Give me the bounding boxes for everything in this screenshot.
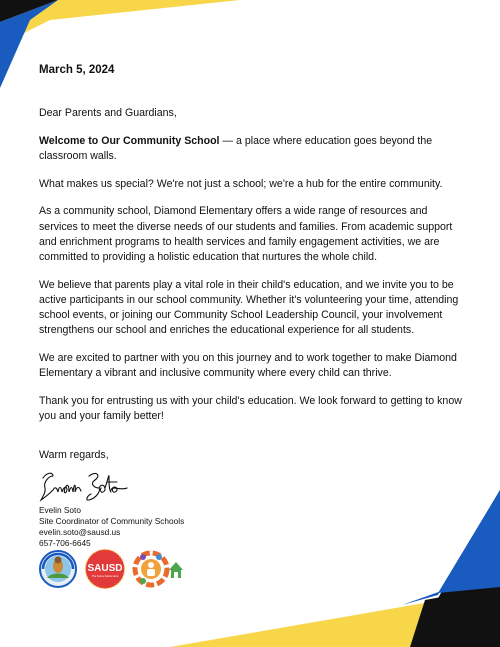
community-schools-logo xyxy=(131,548,183,595)
salutation: Dear Parents and Guardians, xyxy=(39,107,177,119)
handwritten-signature xyxy=(39,466,135,506)
logo-row xyxy=(39,548,189,590)
closing: Warm regards, xyxy=(39,449,109,461)
partner-paragraph: We are excited to partner with you on this journey and to work together to make Diamond Elementary a vibrant and inclusive community where every child can thrive. xyxy=(39,351,457,380)
welcome-text: — a place where education goes beyond the classroom walls. xyxy=(39,134,433,162)
community-paragraph: As a community school, Diamond Elementary offers a wide range of resources and services to meet the diverse needs of our students and families. From academic support and enrichment programs to health services and family engagement activities, we are committed to providing a holistic education that nurtures the whole child. xyxy=(39,205,453,263)
signature-block xyxy=(39,505,184,549)
top-left-corner-graphic xyxy=(0,0,240,90)
sausd-logo-tagline: The Future Starts Here xyxy=(91,575,119,578)
parents-paragraph: We believe that parents play a vital role in their child's education, and we invite you to be active participants in our school community. Whether it's volunteering your time, attending school events, or joining our Community School Leadership Council, your involvement strengthens our school and enriches the educational experience for all students. xyxy=(39,278,459,337)
sausd-logo-text: SAUSD xyxy=(87,563,123,574)
signer-title: Site Coordinator of Community Schools xyxy=(39,516,185,526)
bottom-right-corner-graphic xyxy=(170,490,500,647)
welcome-heading: Welcome to Our Community School xyxy=(39,134,220,147)
diamond-elementary-logo xyxy=(39,548,77,595)
signer-name: Evelin Soto xyxy=(39,505,81,515)
signer-email: evelin.soto@sausd.us xyxy=(39,527,121,537)
signer-phone: 657-706-6645 xyxy=(39,538,91,548)
letter-body xyxy=(39,106,469,437)
special-paragraph: What makes us special? We're not just a school; we're a hub for the entire community. xyxy=(39,177,443,190)
welcome-paragraph xyxy=(39,134,469,164)
letter-date: March 5, 2024 xyxy=(39,64,115,76)
sausd-logo xyxy=(84,548,126,595)
thanks-paragraph: Thank you for entrusting us with your child's education. We look forward to getting to know you and your family better! xyxy=(39,394,462,423)
